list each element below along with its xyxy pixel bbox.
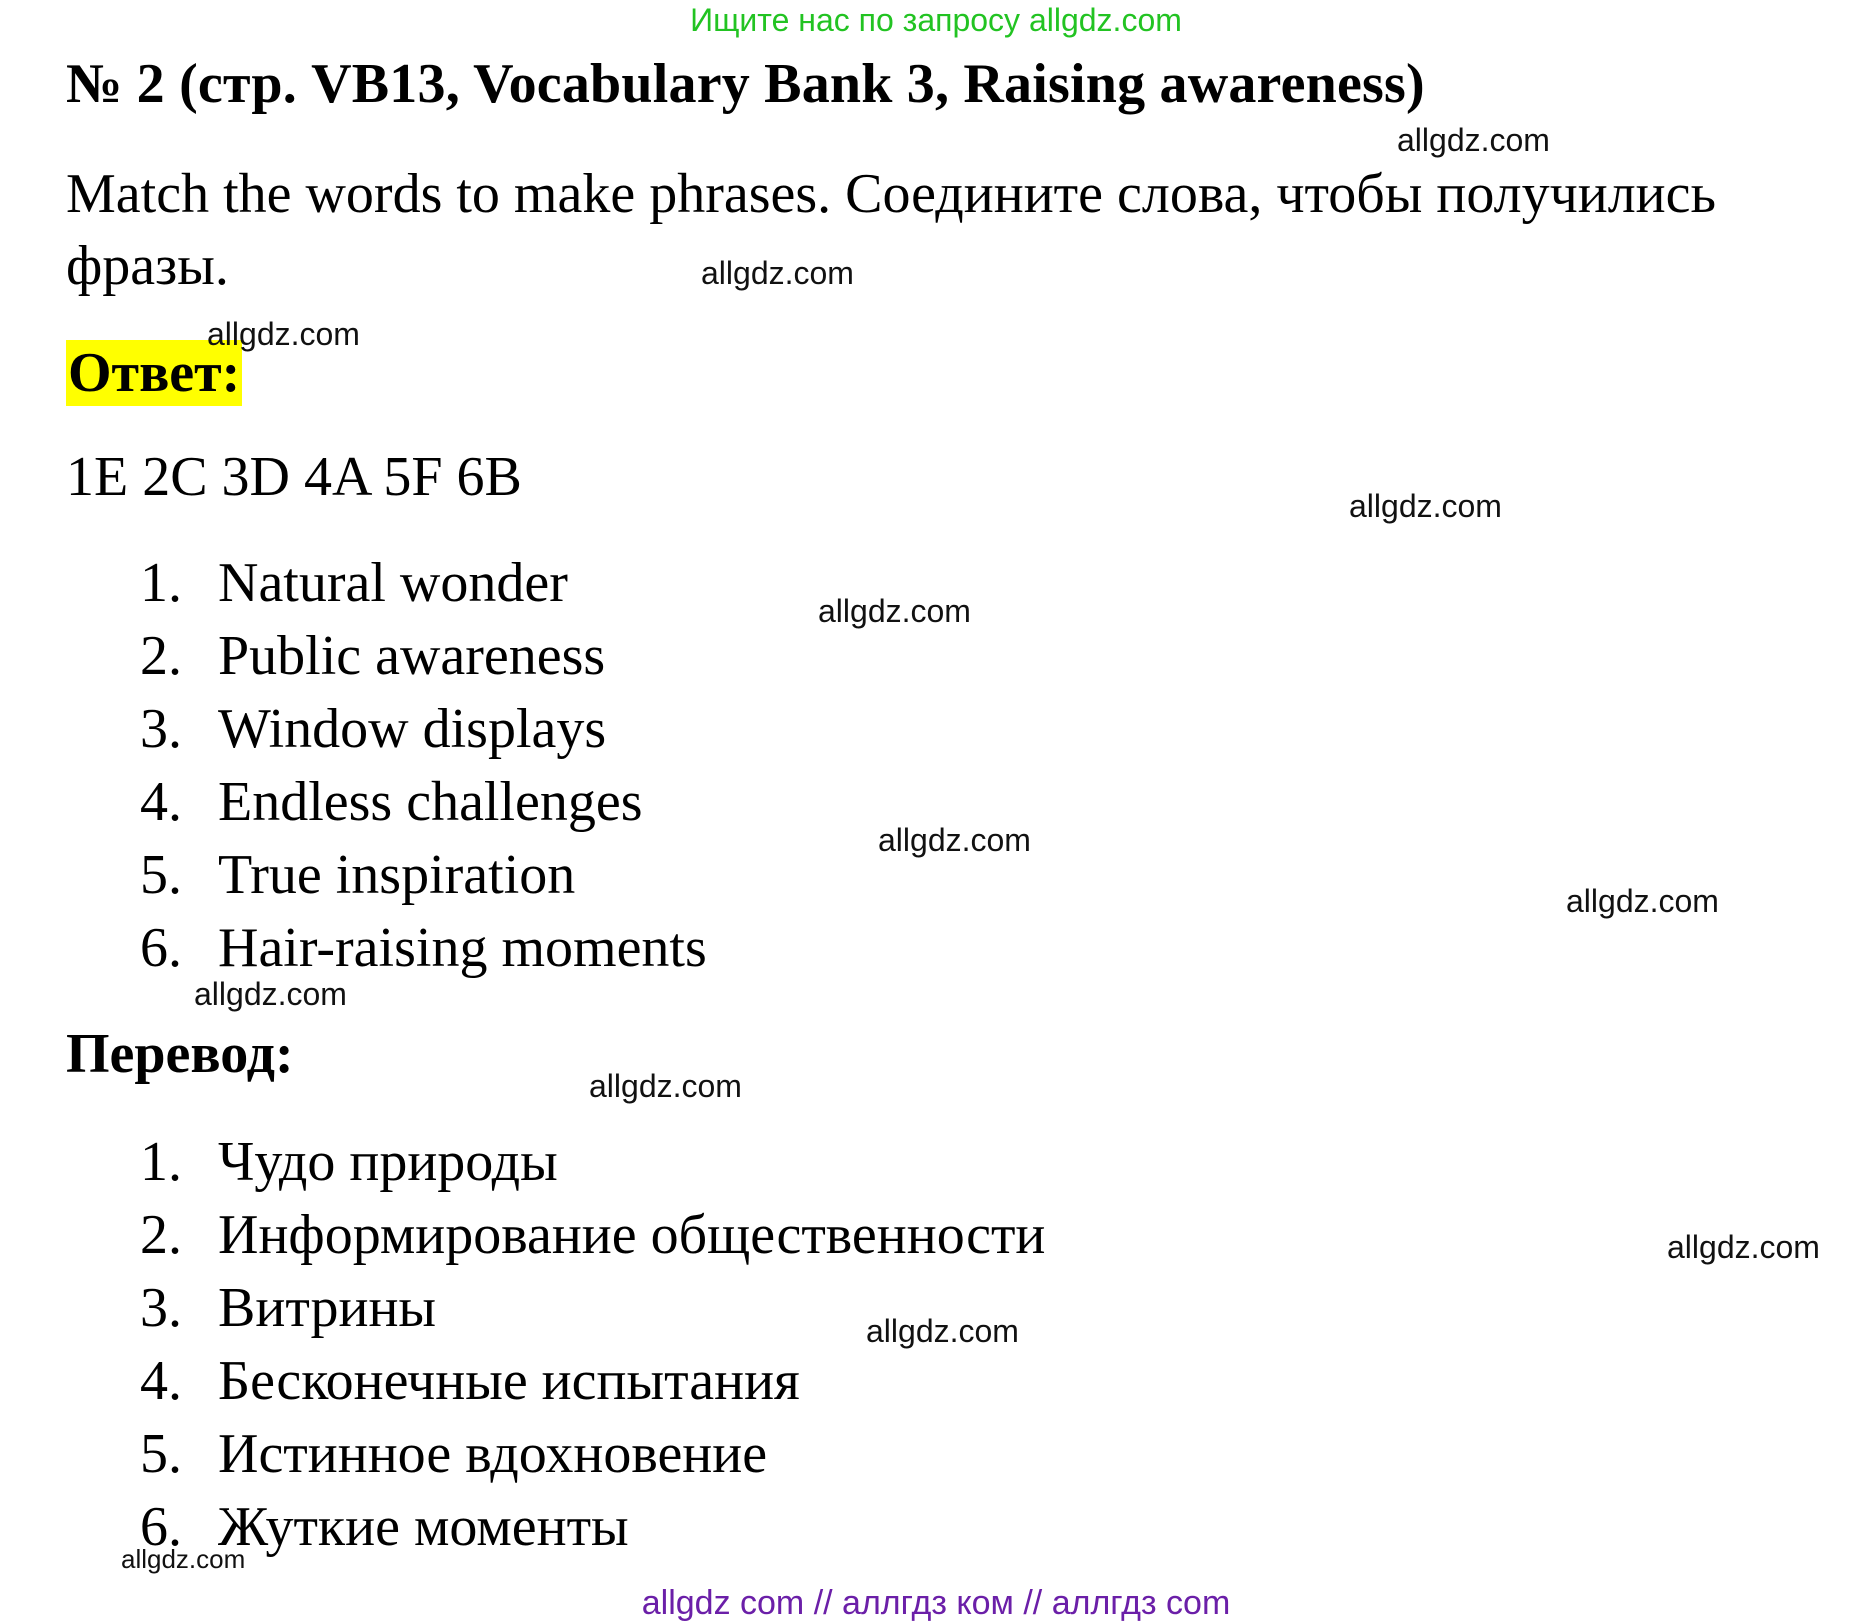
list-item-text: Чудо природы (218, 1131, 558, 1193)
watermark: allgdz.com (194, 976, 347, 1012)
list-item-text: Endless challenges (218, 771, 643, 833)
footer-watermark: allgdz com // аллгдз ком // аллгдз com (641, 1584, 1231, 1622)
english-phrase-list (140, 547, 707, 985)
watermark: allgdz.com (1397, 122, 1550, 158)
answer-key: 1E 2C 3D 4A 5F 6B (66, 446, 522, 508)
list-item (140, 1126, 1045, 1199)
watermark: allgdz.com (818, 593, 971, 629)
list-item-number: 6. (140, 1496, 182, 1558)
watermark: allgdz.com (701, 255, 854, 291)
list-item-number: 3. (140, 1277, 182, 1339)
list-item (140, 547, 707, 620)
list-item-text: Жуткие моменты (218, 1496, 629, 1558)
list-item-text: Истинное вдохновение (218, 1423, 768, 1485)
list-item-text: True inspiration (218, 844, 576, 906)
list-item (140, 766, 707, 839)
task-instruction: Match the words to make phrases. Соедините слова, чтобы получились фразы. (66, 163, 1717, 297)
list-item-number: 5. (140, 1423, 182, 1485)
list-item (140, 1345, 1045, 1418)
answer-label: Ответ: (68, 342, 241, 404)
list-item (140, 1199, 1045, 1272)
list-item-number: 1. (140, 552, 182, 614)
list-item (140, 620, 707, 693)
list-item-number: 4. (140, 1350, 182, 1412)
watermark: allgdz.com (589, 1068, 742, 1104)
watermark: allgdz.com (207, 316, 360, 352)
list-item (140, 1491, 1045, 1564)
page-title: № 2 (стр. VB13, Vocabulary Bank 3, Raising awareness) (66, 53, 1425, 115)
translation-label: Перевод: (66, 1023, 294, 1085)
watermark: allgdz.com (1566, 883, 1719, 919)
list-item-text: Hair-raising moments (218, 917, 707, 979)
list-item-number: 2. (140, 1204, 182, 1266)
list-item-number: 1. (140, 1131, 182, 1193)
list-item-number: 6. (140, 917, 182, 979)
watermark: allgdz.com (878, 822, 1031, 858)
list-item (140, 1418, 1045, 1491)
watermark: allgdz.com (121, 1544, 246, 1574)
list-item (140, 912, 707, 985)
list-item-number: 3. (140, 698, 182, 760)
list-item (140, 693, 707, 766)
list-item-number: 2. (140, 625, 182, 687)
list-item-text: Витрины (218, 1277, 437, 1339)
list-item-text: Public awareness (218, 625, 606, 687)
watermark: allgdz.com (866, 1313, 1019, 1349)
list-item-text: Natural wonder (218, 552, 568, 614)
list-item (140, 839, 707, 912)
list-item-number: 5. (140, 844, 182, 906)
list-item-text: Бесконечные испытания (218, 1350, 800, 1412)
list-item-text: Window displays (218, 698, 607, 760)
watermark: allgdz.com (1667, 1229, 1820, 1265)
watermark: allgdz.com (1349, 488, 1502, 524)
list-item-number: 4. (140, 771, 182, 833)
top-banner: Ищите нас по запросу allgdz.com (690, 2, 1182, 38)
list-item-text: Информирование общественности (218, 1204, 1046, 1266)
